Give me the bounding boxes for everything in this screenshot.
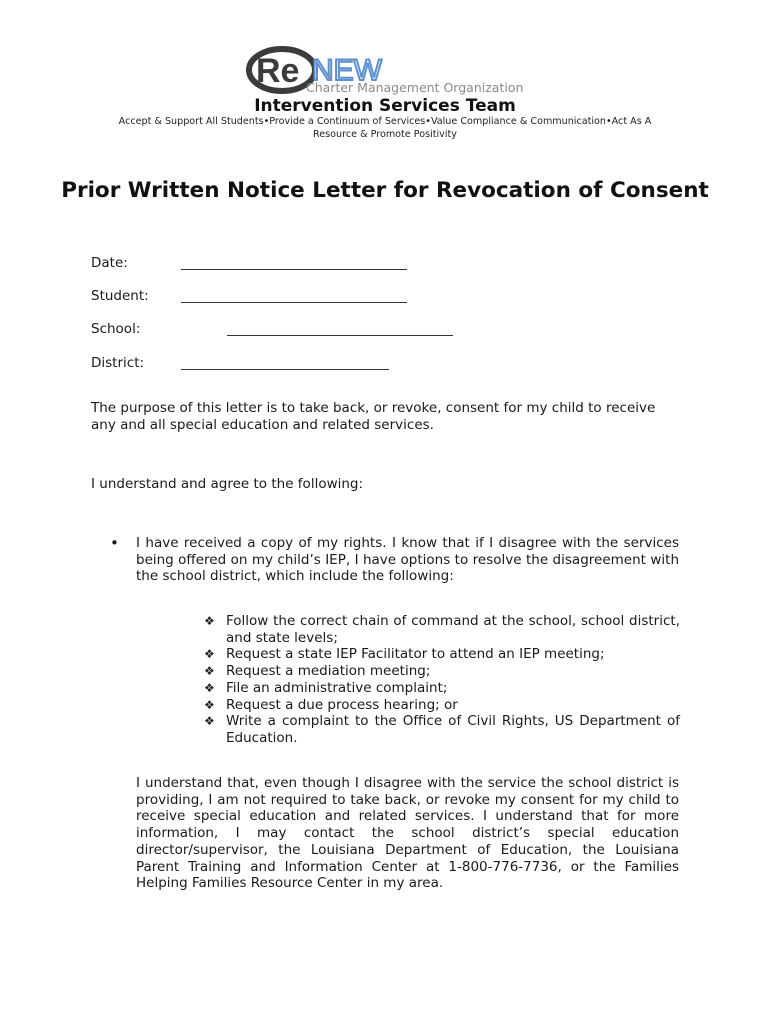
logo-re-text: Re	[256, 52, 300, 90]
student-label: Student:	[91, 288, 149, 304]
diamond-bullet-icon: ❖	[204, 714, 215, 729]
diamond-bullet-icon: ❖	[204, 697, 215, 712]
district-line[interactable]	[181, 369, 389, 370]
district-label: District:	[91, 355, 145, 371]
diamond-bullet-icon: ❖	[204, 664, 215, 679]
school-line[interactable]	[227, 335, 453, 336]
date-label: Date:	[91, 255, 128, 271]
team-motto: Accept & Support All Students•Provide a Continuum of Services•Value Compliance & Communication•Act As A Resource & Promote Positivity	[118, 116, 652, 140]
bullet-icon: •	[110, 534, 119, 552]
diamond-bullet-icon: ❖	[204, 680, 215, 695]
closing-paragraph: I understand that, even though I disagree with the service the school district is providing, I am not required to take back, or revoke my consent for my child to receive special education and related services. I understand that for more information, I may contact the school district’s special education director/supervisor, the Louisiana Department of Education, the Louisiana Parent Training and Information Center at 1-800-776-7736, or the Families Helping Families Resource Center in my area.	[136, 775, 679, 892]
team-title: Intervention Services Team	[254, 96, 516, 116]
list-item: ❖ Request a due process hearing; or	[204, 696, 458, 713]
school-label: School:	[91, 321, 141, 337]
renew-logo	[246, 46, 536, 98]
list-item: ❖ Request a state IEP Facilitator to attend an IEP meeting;	[204, 646, 605, 663]
rights-paragraph: I have received a copy of my rights. I know that if I disagree with the services being offered on my child’s IEP, I have options to resolve the disagreement with the school district, which include the following:	[136, 535, 679, 585]
diamond-bullet-icon: ❖	[204, 614, 215, 628]
logo-tagline: Charter Management Organization	[306, 80, 524, 95]
diamond-bullet-icon: ❖	[204, 647, 215, 662]
logo-new-text: NEW	[312, 54, 382, 87]
document-title: Prior Written Notice Letter for Revocation of Consent	[61, 178, 709, 203]
agree-intro: I understand and agree to the following:	[91, 476, 364, 492]
list-item: ❖ Write a complaint to the Office of Civil Rights, US Department of Education.	[204, 713, 680, 746]
purpose-paragraph: The purpose of this letter is to take back, or revoke, consent for my child to receive any and all special education and related services.	[91, 400, 656, 433]
list-item: ❖ File an administrative complaint;	[204, 679, 448, 696]
list-item: ❖ Request a mediation meeting;	[204, 663, 431, 680]
options-list	[204, 613, 680, 747]
date-line[interactable]	[181, 269, 407, 270]
list-item: ❖ Follow the correct chain of command at the school, school district, and state levels;	[204, 613, 680, 646]
student-line[interactable]	[181, 302, 407, 303]
